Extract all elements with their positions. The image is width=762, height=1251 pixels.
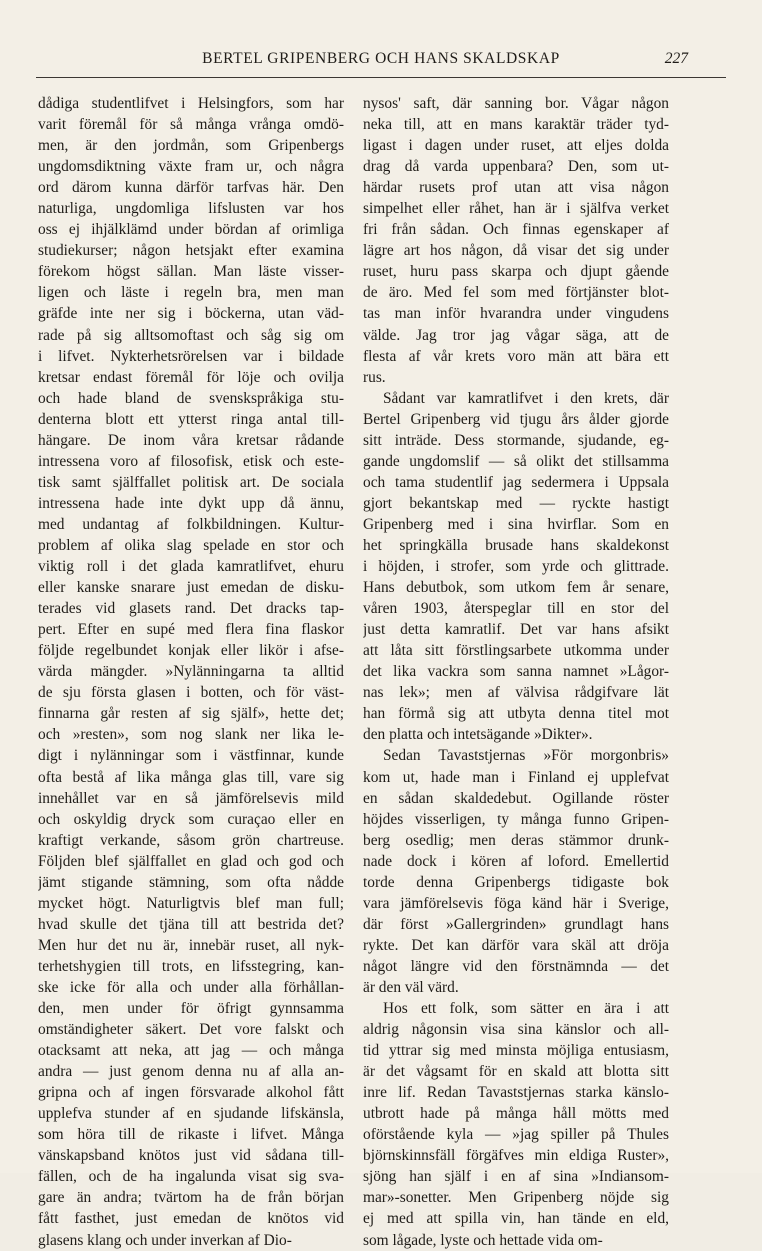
text-line: simpelhet eller råhet, han är i själfva verket <box>363 200 669 218</box>
text-line: ungdomsdiktning växte fram ur, och några <box>38 158 344 176</box>
text-line: björnskinnsfäll förgäfves min eldiga Ruster», <box>363 1147 669 1165</box>
text-line: våren 1903, återspeglar till en stor del <box>363 600 669 618</box>
text-line: rade på sig alltsomoftast och såg sig om <box>38 326 344 344</box>
text-line: kom ut, hade man i Finland ej upplefvat <box>363 768 669 786</box>
text-line: het springkälla brusade hans skaldekonst <box>363 536 669 554</box>
text-line: drag då varda uppenbara? Den, som ut- <box>363 158 669 176</box>
text-line: Sedan Tavaststjernas »För morgonbris» <box>383 747 669 765</box>
text-line: intressena voro af filosofisk, etisk och este- <box>38 452 344 470</box>
text-line: hvad skulle det tjäna till att bestrida det? <box>38 915 344 933</box>
text-line: digt i nylänningar som i västfinnar, kunde <box>38 747 344 765</box>
text-line: viktig roll i det glada kamratlifvet, ehuru <box>38 558 344 576</box>
text-line: mycket högt. Naturligtvis blef man full; <box>38 894 344 912</box>
text-line: terades vid glasets rand. Det dracks tap- <box>38 600 344 618</box>
text-line: ej med att spilla vin, han tände en eld, <box>363 1210 669 1228</box>
text-line: varit föremål för så många vrånga omdö- <box>38 116 344 134</box>
text-line: dådiga studentlifvet i Helsingfors, som har <box>38 95 344 112</box>
text-line: eller kanske snarare just emedan de disku- <box>38 579 344 597</box>
text-line: den platta och intetsägande »Dikter». <box>363 726 593 744</box>
text-line: studiekurser; någon hetsjakt efter examina <box>38 242 344 260</box>
text-line: kraftigt verkande, såsom grön chartreuse. <box>38 831 344 849</box>
text-line: det lika vackra som sanna namnet »Lågor- <box>363 663 669 681</box>
text-line: Gripenberg med i sina hvirflar. Som en <box>363 515 669 533</box>
text-line: andra — just genom denna nu af alla an- <box>38 1063 344 1081</box>
text-line: pert. Efter en supé med flera fina flaskor <box>38 621 344 639</box>
text-line: men, är den jordmån, som Gripenbergs <box>38 137 344 155</box>
text-line: lägre art hos någon, då visar det sig under <box>363 242 669 260</box>
text-line: vänskapsband knötos just vid sådana till- <box>38 1147 344 1165</box>
text-line: nas lek»; men af välvisa rådgifvare lät <box>363 684 669 702</box>
text-line: i höjden, i strofer, som yrde och glittrade. <box>363 558 669 576</box>
text-line: rykte. Det kan därför vara skäl att dröja <box>363 936 669 954</box>
text-line: ord därom kunna därför tarfvas här. Den <box>38 179 344 197</box>
text-line: tid yttrar sig med minsta möjliga entusiasm, <box>363 1042 669 1060</box>
text-line: berg osedlig; men deras stämmor drunk- <box>363 831 669 849</box>
text-line: härdar rusets prof utan att visa någon <box>363 179 669 197</box>
text-line: gare än andra; tvärtom ha de från början <box>38 1189 344 1207</box>
text-line: oförstående kyla — »jag spiller på Thules <box>363 1126 669 1144</box>
running-header <box>40 50 722 72</box>
text-line: ske icke för alla och under alla förhållan- <box>38 978 344 996</box>
text-line: otacksamt att neka, att jag — och många <box>38 1042 344 1060</box>
text-line: fällen, och de ha ingalunda visat sig sva- <box>38 1168 344 1186</box>
text-line: jämt stigande stämning, som ofta nådde <box>38 873 344 891</box>
text-line: Men hur det nu är, innebär ruset, all nyk- <box>38 936 344 954</box>
text-line: vara jämförelsevis föga känd här i Sverige, <box>363 894 669 912</box>
text-line: den, men under för öfrigt gynnsamma <box>38 1000 344 1018</box>
text-line: mar»-sonetter. Men Gripenberg nöjde sig <box>363 1189 669 1207</box>
text-line: gjort bekantskap med — ryckte hastigt <box>363 494 669 512</box>
text-line: och tama studentlif jag sedermera i Uppsala <box>363 473 669 491</box>
text-line: naturliga, ungdomliga lifslusten var hos <box>38 200 344 218</box>
text-line: värda mängder. »Nylänningarna ta alltid <box>38 663 344 681</box>
text-line: välde. Jag tror jag vågar säga, att de <box>363 326 669 344</box>
text-line: nade dock i kören af loford. Emellertid <box>363 852 669 870</box>
text-line: ruset, huru pass skarpa och djupt gående <box>363 263 669 281</box>
right-column <box>363 93 669 1251</box>
text-line: han förmå sig att utbyta denna titel mot <box>363 705 669 723</box>
text-line: höjdes visserligen, ty många funno Gripen- <box>363 810 669 828</box>
text-line: utbrott hade på många håll mötts med <box>363 1105 669 1123</box>
text-line: innehållet var en så jämförelsevis mild <box>38 789 344 807</box>
left-column <box>38 93 344 1251</box>
text-line: hängare. De inom våra kretsar rådande <box>38 431 344 449</box>
text-line: fri från sådan. Och finnas egenskaper af <box>363 221 669 239</box>
text-line: aldrig någonsin visa sina känslor och all- <box>363 1021 669 1039</box>
text-line: nysos' saft, där sanning bor. Vågar någon <box>363 95 669 112</box>
text-line: de äro. Med fel som med förtjänster blot- <box>363 284 669 302</box>
text-line: flesta af vår krets voro män att bära ett <box>363 347 669 365</box>
text-line: oss ej ihjälklämd under bördan af orimliga <box>38 221 344 239</box>
header-rule <box>36 77 726 78</box>
text-line: att låta sitt förstlingsarbete utkomma under <box>363 642 669 660</box>
text-line: och hade bland de svenskspråkiga stu- <box>38 389 344 407</box>
text-line: som höra till de rikaste i lifvet. Många <box>38 1126 344 1144</box>
text-line: Bertel Gripenberg vid tjugu års ålder gjorde <box>363 410 669 428</box>
text-line: i lifvet. Nykterhetsrörelsen var i bildade <box>38 347 344 365</box>
text-line: intressena hade inte dykt upp då ännu, <box>38 494 344 512</box>
text-line: finnarna går resten af sig själf», hette det; <box>38 705 344 723</box>
text-line: gripna och af ingen försvarade alkohol fått <box>38 1084 344 1102</box>
text-line: där först »Gallergrinden» grundlagt hans <box>363 915 669 933</box>
text-line: är den väl värd. <box>363 978 459 996</box>
text-line: sitt inträde. Dess stormande, sjudande, eg- <box>363 431 669 449</box>
text-line: en sådan skaldedebut. Ogillande röster <box>363 789 669 807</box>
text-line: något längre vid den förstnämnda — det <box>363 957 669 975</box>
text-line: gräfde inte ner sig i böckerna, utan väd- <box>38 305 344 323</box>
text-line: är det vågsamt för en skald att blotta sitt <box>363 1063 669 1081</box>
text-line: rus. <box>363 368 386 386</box>
text-line: omständigheter säkert. Det vore falskt och <box>38 1021 344 1039</box>
text-line: Hans debutbok, som utkom fem år senare, <box>363 579 669 597</box>
text-line: som lågade, lyste och hettade vida om- <box>363 1231 603 1249</box>
text-line: Följden blef själffallet en glad och god och <box>38 852 344 870</box>
text-line: upplefva stunder af en sjudande lifskänsla, <box>38 1105 344 1123</box>
running-title: BERTEL GRIPENBERG OCH HANS SKALDSKAP <box>202 50 560 67</box>
text-line: de sju första glasen i botten, och för väst- <box>38 684 344 702</box>
text-line: gande ungdomslif — så olikt det stillsamma <box>363 452 669 470</box>
text-line: ligen och läste i regeln bra, men man <box>38 284 344 302</box>
text-line: Sådant var kamratlifvet i den krets, där <box>383 389 669 407</box>
text-line: sjöng han själf i en af sina »Indiansom- <box>363 1168 669 1186</box>
text-line: terhetshygien till trots, en lifsstegring, kan- <box>38 957 344 975</box>
text-line: följde regelbundet konjak eller likör i afse- <box>38 642 344 660</box>
text-line: glasens klang och under inverkan af Dio- <box>38 1231 292 1249</box>
text-line: torde denna Gripenbergs tidigaste bok <box>363 873 669 891</box>
text-line: tas man inför hvarandra under vingudens <box>363 305 669 323</box>
text-line: denterna blott ett ytterst ringa antal till- <box>38 410 344 428</box>
text-line: fått fasthet, just emedan de knötos vid <box>38 1210 344 1228</box>
text-line: ofta bestå af lika många glas till, vare sig <box>38 768 344 786</box>
text-line: neka till, att en mans karaktär träder tyd- <box>363 116 669 134</box>
text-line: med undantag af folkbildningen. Kultur- <box>38 515 344 533</box>
text-line: kretsar endast föremål för löje och ovilja <box>38 368 344 386</box>
text-line: just detta kamratlif. Det var hans afsikt <box>363 621 669 639</box>
page-number: 227 <box>664 50 688 67</box>
text-line: förekom högst sällan. Man läste visser- <box>38 263 344 281</box>
text-line: Hos ett folk, som sätter en ära i att <box>383 1000 669 1018</box>
text-line: tisk samt själffallet politisk art. De sociala <box>38 473 344 491</box>
text-line: ligast i dagen under ruset, att eljes dolda <box>363 137 669 155</box>
text-line: och oskyldig dryck som curaçao eller en <box>38 810 344 828</box>
text-line: inre lif. Redan Tavaststjernas starka känslo- <box>363 1084 669 1102</box>
text-line: problem af olika slag spelade en stor och <box>38 536 344 554</box>
text-line: och »resten», som nog slank ner lika le- <box>38 726 344 744</box>
